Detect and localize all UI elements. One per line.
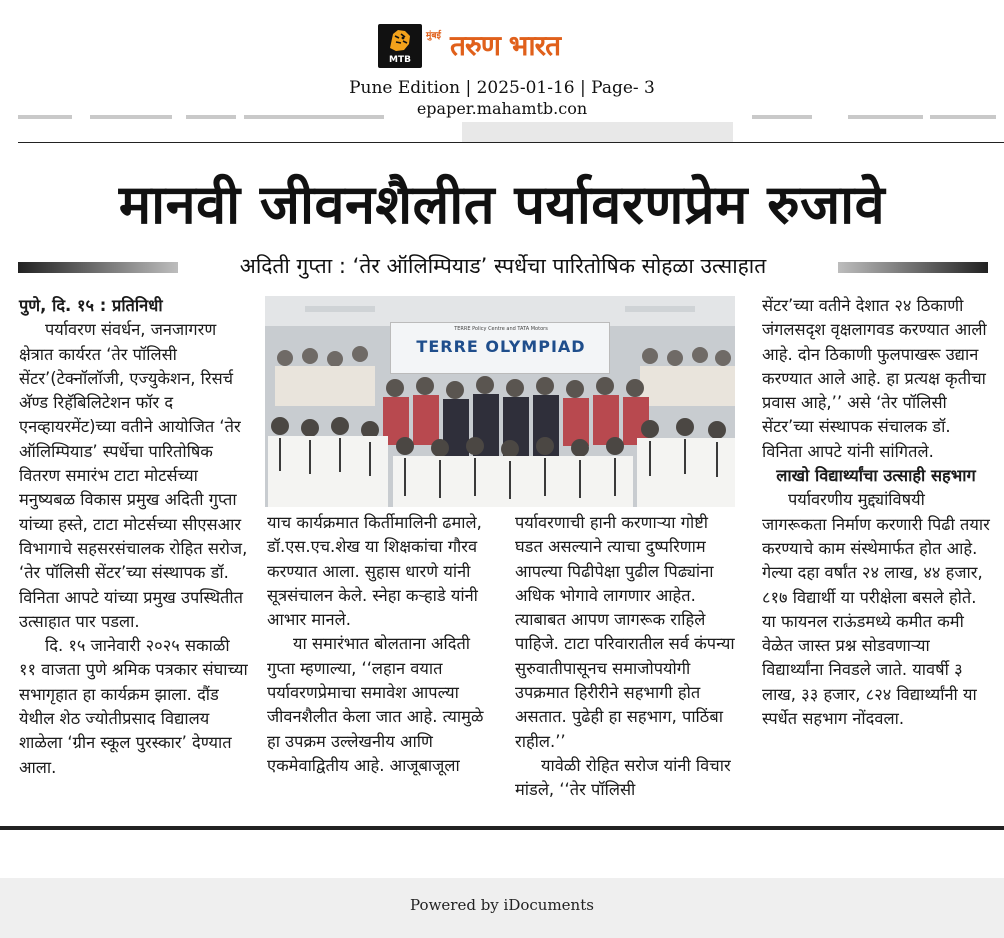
article-paragraph: पर्यावरण संवर्धन, जनजागरण क्षेत्रात कार्यरत ‘तेर पॉलिसी सेंटर’(टेक्नॉलॉजी, एज्युकेशन, रिसर्च अ‍ॅण्ड रिहॅबिलिटेशन फॉर द एनव्हायरमेंट)च्या वतीने आयोजित ‘तेर ऑलिम्पियाड’ स्पर्धेचा पारितोषिक वितरण समारंभ टाटा मोटर्सच्या मनुष्यबळ विकास प्रमुख अदिती गुप्ता यांच्या हस्ते, टाटा मोटर्सच्या सीएसआर विभागाचे सहसरसंचालक रोहित सरोज, ‘तेर पॉलिसी सेंटर’च्या संस्थापक डॉ. विनिता आपटे यांच्या प्रमुख उपस्थितीत उत्साहात पार पडला. <box>19 320 248 631</box>
clipped-text-fragment <box>18 115 72 119</box>
photo-banner-title: TERRE OLYMPIAD <box>416 337 586 356</box>
subheadline-bar-right <box>838 262 988 273</box>
divider <box>18 142 1004 143</box>
article-headline: मानवी जीवनशैलीत पर्यावरणप्रेम रुजावे <box>118 173 886 236</box>
edition-line: Pune Edition | 2025-01-16 | Page- 3 <box>349 78 655 98</box>
subheadline-bar-left <box>18 262 178 273</box>
logo-city: मुंबई <box>426 31 441 41</box>
footer-powered-by[interactable]: Powered by iDocuments <box>410 896 594 914</box>
clipped-text-fragment <box>90 115 172 119</box>
logo-badge-text: MTB <box>389 55 411 65</box>
previous-article-strip <box>18 115 1004 143</box>
article-column-3 <box>515 511 737 803</box>
logo-name: तरुण भारत <box>450 29 561 62</box>
clipped-text-fragment <box>930 115 996 119</box>
footer <box>0 878 1004 938</box>
clipped-text-fragment <box>186 115 236 119</box>
article-column-4 <box>762 294 990 731</box>
article-paragraph: सेंटर’च्या वतीने देशात २४ ठिकाणी जंगलसदृश वृक्षलागवड करण्यात आली आहे. दोन ठिकाणी फुलपाखरू उद्यान करण्यात आले आहे. हा प्रत्यक्ष कृतीचा प्रवास आहे,’’ असे ‘तेर पॉलिसी सेंटर’च्या संस्थापक संचालक डॉ. विनिता आपटे यांनी सांगितले. <box>762 296 987 461</box>
article-paragraph: पर्यावरणाची हानी करणाऱ्या गोष्टी घडत असल्याने त्याचा दुष्परिणाम आपल्या पिढीपेक्षा पुढील पिढ्यांना अधिक भोगावे लागणार आहेत. त्याबाबत आपण जागरूक राहिले पाहिजे. टाटा परिवारातील सर्व कंपन्या सुरुवातीपासूनच समाजोपयोगी उपक्रमात हिरीरीने सहभागी होत असतात. पुढेही हा सहभाग, पाठिंबा राहील.’’ <box>515 513 735 751</box>
article-paragraph: या समारंभात बोलताना अदिती गुप्ता म्हणाल्या, ‘‘लहान वयात पर्यावरणप्रेमाचा समावेश आपल्या जीवनशैलीत केला जात आहे. त्यामुळे हा उपक्रम उल्लेखनीय आणि एकमेवाद्वितीय आहे. आजूबाजूला <box>267 634 484 775</box>
epaper-url[interactable]: epaper.mahamtb.con <box>416 99 588 118</box>
clipped-image-block <box>462 122 733 143</box>
clipped-text-fragment <box>848 115 923 119</box>
divider <box>0 826 1004 830</box>
photo-event-banner <box>390 322 610 374</box>
article-subhead: लाखो विद्यार्थ्यांचा उत्साही सहभाग <box>776 466 976 486</box>
article-paragraph: दि. १५ जानेवारी २०२५ सकाळी ११ वाजता पुणे श्रमिक पत्रकार संघाच्या सभागृहात हा कार्यक्रम झाला. दौंड येथील शेठ ज्योतीप्रसाद विद्यालय शाळेला ‘ग्रीन स्कूल पुरस्कार’ देण्यात आला. <box>19 636 248 777</box>
clipped-text-fragment <box>244 115 384 119</box>
article-paragraph: यावेळी रोहित सरोज यांनी विचार मांडले, ‘‘तेर पॉलिसी <box>515 755 731 800</box>
photo-banner-caption: TERRE Policy Centre and TATA Motors <box>454 326 548 332</box>
article-paragraph: पर्यावरणीय मुद्द्यांविषयी जागरूकता निर्माण करणारी पिढी तयार करण्याचे काम संस्थेमार्फत होत आहे. गेल्या दहा वर्षांत २४ लाख, ४४ हजार, ८१७ विद्यार्थी या परीक्षेला बसले होते. या फायनल राऊंडमध्ये कमीत कमी वेळेत जास्त प्रश्न सोडवणाऱ्या विद्यार्थ्यांना निवडले जाते. यावर्षी ३ लाख, ३३ हजार, ८२४ विद्यार्थ्यांनी या स्पर्धेत सहभाग नोंदवला. <box>762 490 990 729</box>
tiger-icon <box>387 28 413 52</box>
article-photo[interactable] <box>265 296 735 507</box>
subheadline-row <box>18 252 988 282</box>
logo-badge <box>378 24 422 68</box>
article-subheadline: अदिती गुप्ता : ‘तेर ऑलिम्पियाड’ स्पर्धेचा पारितोषिक सोहळा उत्साहात <box>239 254 767 278</box>
clipped-text-fragment <box>752 115 812 119</box>
article-paragraph: याच कार्यक्रमात किर्तीमालिनी ढमाले, डॉ.एस.एच.शेख या शिक्षकांचा गौरव करण्यात आला. सुहास धारणे यांनी सूत्रसंचालन केले. स्नेहा कऱ्हाडे यांनी आभार मानले. <box>267 513 482 630</box>
masthead-logo[interactable] <box>378 22 628 70</box>
article-dateline: पुणे, दि. १५ : प्रतिनिधी <box>19 296 163 315</box>
article-column-2 <box>267 511 497 778</box>
article-column-1 <box>19 294 251 780</box>
